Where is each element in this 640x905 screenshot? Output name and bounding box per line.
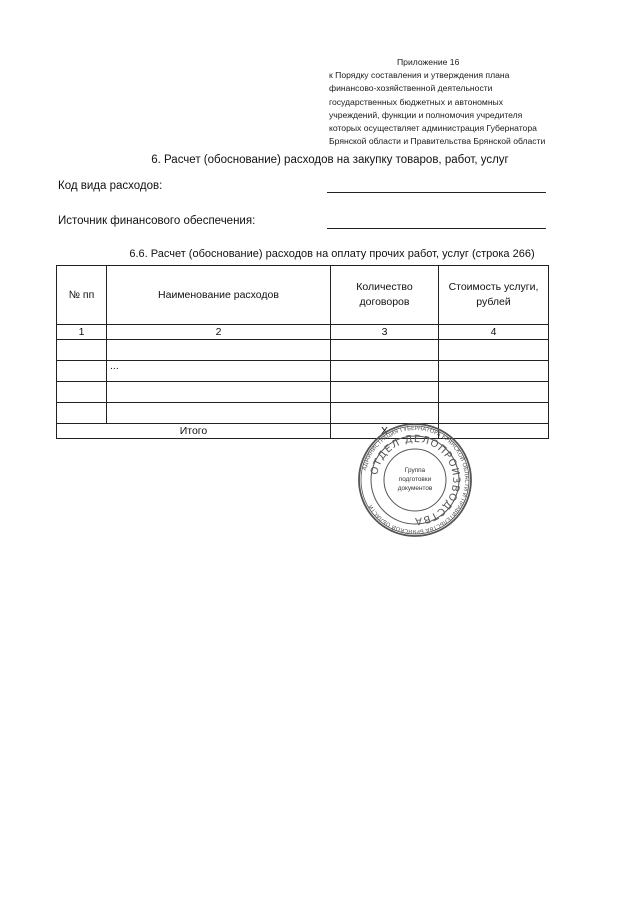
- total-row: [57, 424, 549, 439]
- table-cell[interactable]: [107, 382, 331, 403]
- header-cost: Стоимость услуги, рублей: [439, 266, 549, 325]
- table-cell[interactable]: [331, 340, 439, 361]
- stamp-inner-line: документов: [397, 485, 433, 492]
- header-number: № пп: [57, 266, 107, 325]
- stamp-inner-line: подготовки: [398, 476, 432, 483]
- table-header-row: [57, 266, 549, 325]
- table-title: 6.6. Расчет (обоснование) расходов на оплату прочих работ, услуг (строка 266): [129, 248, 535, 260]
- appendix-line: учреждений, функции и полномочия учредителя: [329, 109, 523, 120]
- appendix-line: государственных бюджетных и автономных: [329, 96, 504, 107]
- table-row: [57, 403, 549, 424]
- table-cell[interactable]: [57, 382, 107, 403]
- appendix-block: [329, 56, 589, 148]
- column-number: 1: [57, 325, 107, 340]
- table-cell[interactable]: [57, 361, 107, 382]
- stamp-middle-text: ОТДЕЛ ДЕЛОПРОИЗВОДСТВА: [369, 433, 462, 527]
- table-cell[interactable]: [439, 340, 549, 361]
- column-number: 4: [439, 325, 549, 340]
- table-cell[interactable]: [57, 403, 107, 424]
- appendix-line: которых осуществляет администрация Губернатора: [329, 123, 537, 134]
- table-cell[interactable]: [331, 361, 439, 382]
- appendix-title: Приложение 16: [397, 57, 460, 67]
- table-cell[interactable]: [331, 382, 439, 403]
- table-cell[interactable]: [439, 403, 549, 424]
- header-name: Наименование расходов: [107, 266, 331, 325]
- header-contracts: Количество договоров: [331, 266, 439, 325]
- column-number: 2: [107, 325, 331, 340]
- table-cell[interactable]: [331, 403, 439, 424]
- table-row: [57, 361, 549, 382]
- round-stamp: [357, 422, 473, 538]
- stamp-inner-line: Группа: [404, 467, 426, 474]
- table-row: [57, 382, 549, 403]
- expense-code-line[interactable]: [327, 192, 546, 193]
- expense-code-label: Код вида расходов:: [58, 180, 163, 192]
- stamp-outer-text: АДМИНИСТРАЦИЯ ГУБЕРНАТОРА БРЯНСКОЙ ОБЛАСТИ И ПРАВИТЕЛЬСТВА БРЯНСКОЙ ОБЛАСТИ: [361, 425, 470, 535]
- column-number-row: [57, 325, 549, 340]
- section-title: 6. Расчет (обоснование) расходов на закупку товаров, работ, услуг: [151, 154, 509, 166]
- funding-source-label: Источник финансового обеспечения:: [58, 215, 256, 227]
- appendix-line: Брянской области и Правительства Брянской области: [329, 136, 546, 147]
- column-number: 3: [331, 325, 439, 340]
- table-cell[interactable]: [439, 361, 549, 382]
- appendix-line: к Порядку составления и утверждения плана: [329, 70, 510, 81]
- ellipsis-cell[interactable]: ...: [107, 361, 331, 382]
- total-label: Итого: [57, 424, 331, 439]
- total-contracts: X: [331, 424, 439, 439]
- appendix-line: финансово-хозяйственной деятельности: [329, 83, 493, 94]
- table-cell[interactable]: [107, 403, 331, 424]
- table-cell[interactable]: [107, 340, 331, 361]
- table-cell[interactable]: [57, 340, 107, 361]
- table-cell[interactable]: [439, 382, 549, 403]
- expense-table: [56, 265, 549, 439]
- table-row: [57, 340, 549, 361]
- funding-source-line[interactable]: [327, 228, 546, 229]
